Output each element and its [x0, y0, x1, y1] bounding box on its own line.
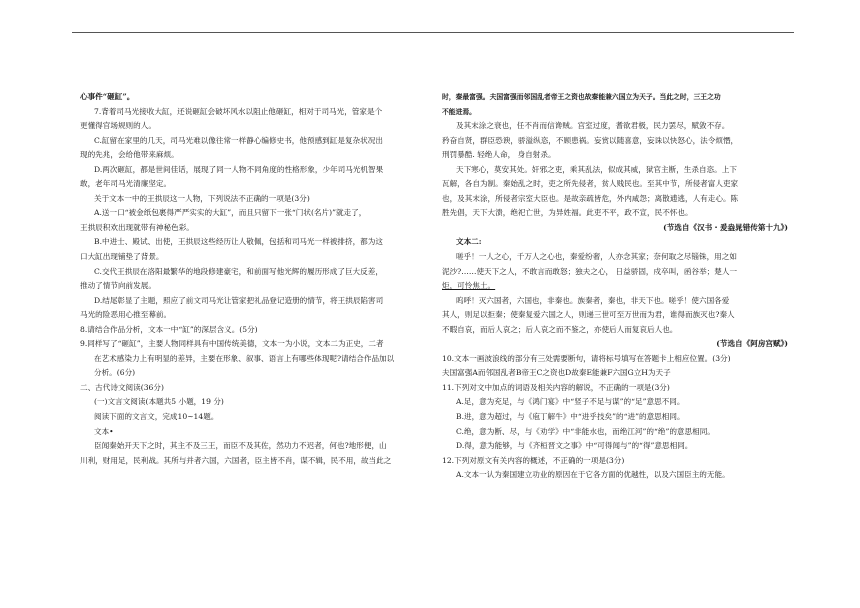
right-column	[442, 90, 796, 483]
text-line: D.结尾彰显了主题，照应了前文司马光让管家把礼品登记造册的情节，将王拱辰陷害司	[94, 295, 384, 305]
text-line: (一)文言文阅读(本题共5 小题，19 分)	[94, 397, 224, 407]
text-line: 不能进焉。	[442, 107, 476, 116]
option-line: D.得，意为能够，与《齐桓晋文之事》中“可得闻与”的“得”意思相同。	[456, 441, 693, 451]
text-line: 敢，老年司马光清廉坚定。	[80, 179, 172, 189]
question-line: 11.下列对文中加点的词语及相关内容的解说，不正确的一项是(3分)	[442, 382, 670, 392]
option-line: A.足，意为充足，与《鸿门宴》中“竖子不足与谋”的“足”意思不同。	[456, 397, 685, 407]
text-line: 臣闻秦始开天下之时，其主不及三王，而臣不及其佐，然功力不迟者，何也?地形便，山	[94, 441, 387, 451]
text-line: 王拱辰积欢出现就带有神秘色彩。	[80, 222, 194, 232]
section-heading: 二、古代诗文阅读(36分)	[80, 382, 164, 392]
text-line: 天下寒心，莫安其处。奸邪之吏，乘其乱法，似成其威，狱官主断，生杀自恣。上下	[456, 164, 737, 174]
text-line: 泥沙?……使天下之人，不敢言而敢怒；独夫之心， 日益骄固，戍卒叫，函谷举；楚人一	[442, 266, 738, 276]
text-heading: 文本二:	[456, 237, 482, 247]
text-line: 胜先倡，天下大溃，绝祀亡世，为异姓福。此吏不平，政不宣，民不怀也。	[442, 208, 693, 218]
text-line: D.两次砸缸，都是世间佳话，展现了同一人物不同角度的性格形象，少年司马光机智果	[94, 164, 384, 174]
text-line: 嗟乎！一人之心，千万人之心也，秦爱纷奢，人亦念其家；奈何取之尽锱铢，用之如	[456, 252, 737, 262]
text-line: 不暇自哀，而后人哀之；后人哀之而不鉴之，亦使后人而复哀后人也。	[442, 324, 678, 334]
text-line: 炬，可怜焦土。	[442, 281, 496, 291]
option-line: C.绝，意为断、尽，与《劝学》中“非能水也，而绝江河”的“绝”的意思相同。	[456, 426, 715, 436]
source-citation: (节选自《阿房宫赋》)	[716, 339, 788, 349]
text-line: 川利，财用足，民利战。其所与并者六国，六国者，臣主皆不肖，谋不辑，民不用，故当此之	[80, 455, 392, 465]
text-line: 分析。(6分)	[94, 368, 136, 378]
source-citation: (节选自《汉书・爰盎晁错传第十九》)	[663, 222, 788, 232]
text-line: 瓦解，各自为制。秦始乱之时，吏之所先侵者，贫人贱民也。至其中节，所侵者富人吏家	[442, 179, 739, 189]
text-line: 9.同样写了“砸缸”，主要人物同样具有中国传统美德，文本一为小说，文本二为正史，二者	[80, 339, 384, 349]
text-line: 关于文本一中的王拱辰这一人物，下列说法不正确的一项是(3分)	[94, 193, 310, 203]
text-line: 7.背着司马光接收大缸，还说砸缸会破坏风水以阻止他砸缸，相对于司马光，管家是个	[94, 106, 383, 116]
text-line: 及其末涂之衰也，任不肖而信谗贼。宫室过度，耆欲君极，民力罢尽，赋敛不存。	[456, 121, 730, 131]
text-line: B.中进士、殿试、出使，王拱辰这些经历让人敬佩，包括和司马光一样被排挤，都为这	[94, 237, 383, 247]
text-line: 推动了情节向前发展。	[80, 281, 156, 291]
text-line: 也，及其末涂，所侵者宗室大臣也。是故亲疏皆危，外内咸怨；离散逋逃，人有走心。陈	[442, 193, 739, 203]
text-line: C.交代王拱辰在洛阳最繁华的地段修建豪宅，和前面写他光辉的履历形成了巨大反差，	[94, 266, 383, 276]
text-line: 刑罚暴酷. 轻绝人命， 身自射杀。	[442, 150, 556, 160]
text-line: 8.请结合作品分析，文本一中“缸”的深层含义。(5分)	[80, 324, 258, 334]
option-line: B.进，意为超过，与《庖丁解牛》中“进乎技矣”的“进”的意思相同。	[456, 412, 685, 422]
text-line: 时，秦最富强。夫国富强而邻国乱者帝王之资也故秦能兼六国立为天子。当此之时，三王之功	[442, 93, 721, 101]
text-line: 在艺术感染力上有明显的差异，主要在形象、叙事、语言上有哪些体现呢?请结合作品加以	[94, 353, 395, 363]
text-line: 心事件“砸缸”。	[80, 92, 135, 101]
text-line: 更懂得官场规则的人。	[80, 121, 156, 131]
text-line: 矜奋自贤，群臣恐谀，骄溢纵恣，不顾患祸。妄赏以随喜意，妄诛以快怒心，法令烦憯，	[442, 135, 739, 145]
left-column	[80, 90, 436, 468]
text-line: 现的先兆，会给他带来麻烦。	[80, 150, 179, 160]
text-line: 文本•	[94, 426, 114, 436]
text-line: 呜呼！灭六国者，六国也，非秦也。族秦者，秦也，非天下也。嗟乎！使六国各爱	[456, 295, 730, 305]
text-line: A.送一口“被金纸包裹得严严实实的大缸”，而且只留下一张“门状(名片)”就走了，	[94, 208, 367, 218]
text-line: 马光的险恶用心推至幕前。	[80, 310, 172, 320]
text-line: 其人，则足以拒秦；使秦复爱六国之人，则递三世可至万世而为君，谁得而族灭也?秦人	[442, 310, 735, 320]
question-line: 12.下列对原文有关内容的概述，不正确的一项是(3分)	[442, 455, 625, 465]
text-line: 口大缸出现铺垫了背景。	[80, 252, 164, 262]
text-line: 阅读下面的文言文，完成10~14题。	[94, 412, 219, 422]
text-line: 夫国富强A而邻国乱者B帝王C之资也D故秦E能兼F六国G立H为天子	[442, 368, 671, 378]
option-line: A.文本一认为秦国建立功业的原因在于它各方面的优越性，以及六国臣主的无能。	[456, 470, 730, 480]
question-line: 10.文本一画波浪线的部分有三处需要断句，请将标号填写在答题卡上相应位置。(3分)	[442, 353, 731, 363]
header-rule	[72, 32, 794, 33]
text-line: C.缸留在家里的几天，司马光难以像往常一样静心编修史书，他预感到缸是复杂状况出	[94, 135, 383, 145]
